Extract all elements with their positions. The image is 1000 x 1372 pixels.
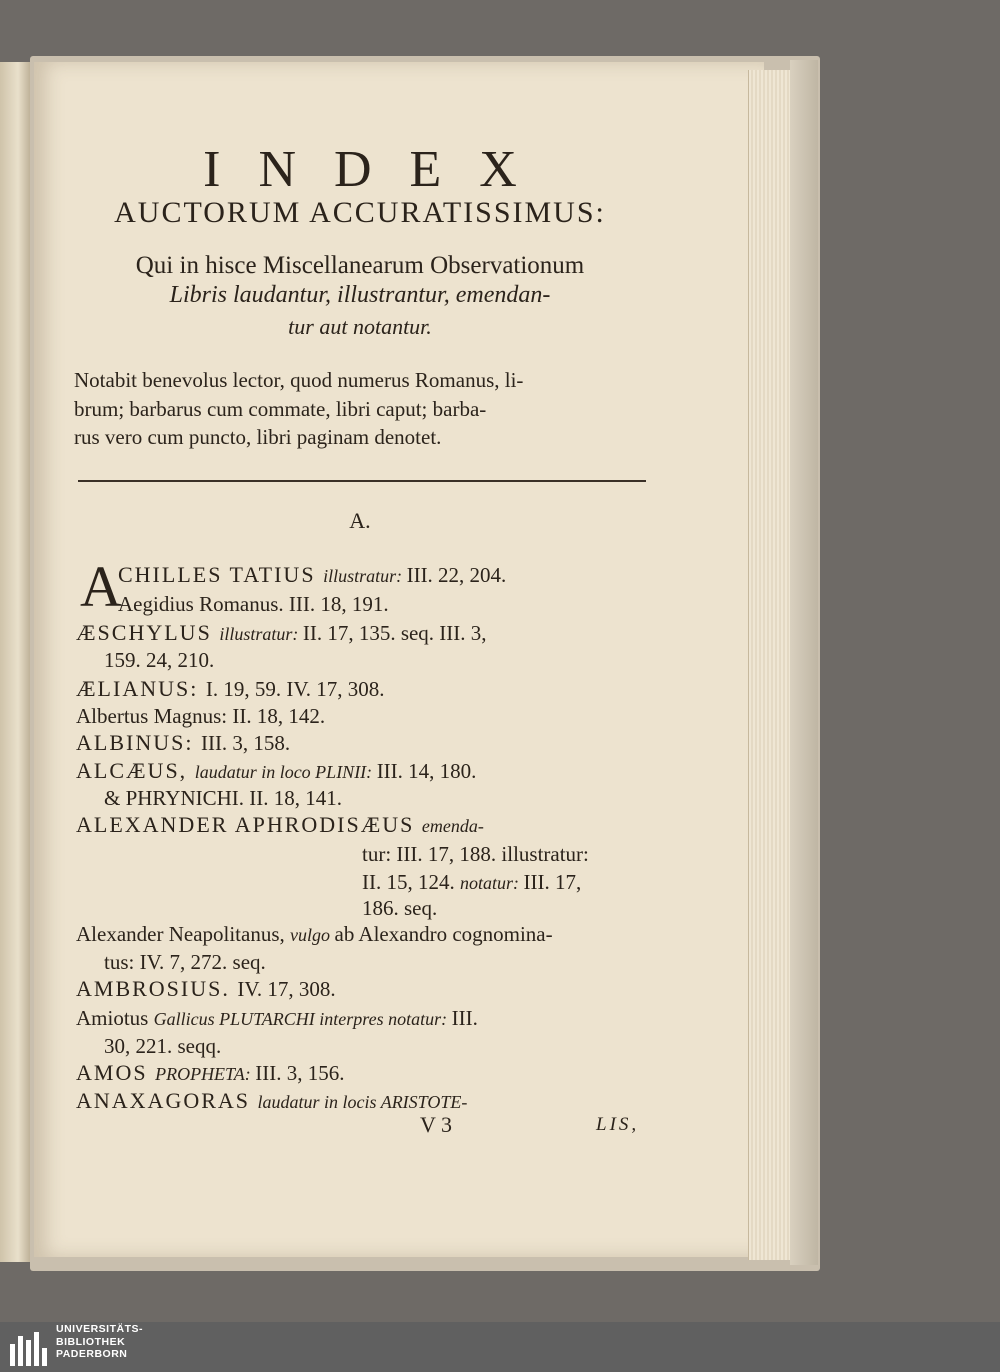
page-signature: V 3 bbox=[420, 1112, 452, 1137]
index-entry bbox=[76, 620, 487, 646]
index-title: INDEX bbox=[203, 141, 555, 198]
index-entry bbox=[104, 1034, 221, 1059]
horizontal-rule bbox=[78, 480, 646, 482]
entry-reference: II. 17, 135. seq. III. 3, bbox=[302, 621, 487, 645]
entry-reference: IV. 7, 272. seq. bbox=[139, 950, 266, 974]
index-entry bbox=[76, 922, 553, 947]
index-entry bbox=[362, 842, 589, 867]
entry-reference: III. 17, 188. illustratur: bbox=[396, 842, 589, 866]
index-entry bbox=[118, 592, 389, 617]
index-entry bbox=[104, 648, 214, 673]
index-entry bbox=[104, 950, 266, 975]
description-line-2: Libris laudantur, illustrantur, emendan- bbox=[169, 282, 551, 308]
entry-annotation: notatur: bbox=[460, 873, 524, 893]
page-stack bbox=[748, 70, 793, 1260]
entry-name: 30, 221. seqq. bbox=[104, 1034, 222, 1058]
entry-name: Aegidius Romanus. bbox=[118, 592, 289, 616]
entry-name: Alexander Neapolitanus, bbox=[76, 922, 291, 946]
entry-reference: III. bbox=[451, 1006, 478, 1030]
entry-name: tur: bbox=[362, 842, 397, 866]
note-line-3: rus vero cum puncto, libri paginam denotet. bbox=[74, 425, 442, 449]
entry-name: CHILLES TATIUS bbox=[118, 562, 324, 587]
index-entry bbox=[76, 758, 476, 784]
entry-annotation: emenda- bbox=[421, 816, 484, 836]
index-entry bbox=[104, 786, 342, 811]
logo-line-3: PADERBORN bbox=[56, 1348, 128, 1360]
index-entry bbox=[76, 1006, 478, 1031]
catchword: LIS, bbox=[596, 1114, 640, 1135]
entry-reference: III. 3, 156. bbox=[255, 1061, 345, 1085]
entry-reference: III. 22, 204. bbox=[406, 563, 507, 587]
entry-reference: II. 18, 142. bbox=[232, 704, 326, 728]
entry-name: & PHRYNICHI. bbox=[104, 786, 250, 810]
index-entry bbox=[76, 704, 325, 729]
entry-name: 186. seq. bbox=[362, 896, 438, 920]
entry-name: ALCÆUS, bbox=[76, 758, 195, 783]
entry-reference: III. 14, 180. bbox=[376, 759, 477, 783]
note-line-2: brum; barbarus cum commate, libri caput; barba- bbox=[74, 397, 487, 421]
note-line-1: Notabit benevolus lector, quod numerus Romanus, li- bbox=[74, 368, 524, 392]
entry-name: AMBROSIUS. bbox=[76, 976, 238, 1001]
entry-reference: III. 17, bbox=[523, 870, 582, 894]
index-entry bbox=[76, 1060, 344, 1086]
entry-annotation: PROPHETA: bbox=[155, 1064, 256, 1084]
index-entry bbox=[362, 870, 581, 895]
entry-annotation: laudatur in locis ARISTOTE- bbox=[257, 1092, 468, 1112]
index-entry bbox=[76, 976, 336, 1002]
description-line-1: Qui in hisce Miscellanearum Observationum bbox=[135, 252, 585, 279]
entry-reference: III. 18, 191. bbox=[288, 592, 389, 616]
entry-reference: III. 3, 158. bbox=[200, 731, 291, 755]
entry-name: AMOS bbox=[76, 1060, 156, 1085]
entry-name: ALBINUS: bbox=[76, 730, 201, 755]
entry-name: II. 15, 124. bbox=[362, 870, 460, 894]
entry-name: 159. 24, 210. bbox=[104, 648, 215, 672]
index-entry bbox=[76, 812, 484, 838]
section-letter: A. bbox=[349, 508, 371, 533]
entry-annotation: illustratur: bbox=[219, 624, 303, 644]
entry-annotation: vulgo bbox=[290, 925, 335, 945]
entry-name: ÆSCHYLUS bbox=[76, 620, 220, 645]
left-page-edge bbox=[0, 62, 30, 1262]
entry-name: Albertus Magnus: bbox=[76, 704, 233, 728]
index-entry bbox=[76, 676, 385, 702]
drop-capital: A bbox=[80, 554, 122, 619]
index-entry bbox=[76, 1088, 467, 1114]
entry-name: ÆLIANUS: bbox=[76, 676, 206, 701]
entry-reference: I. 19, 59. IV. 17, 308. bbox=[205, 677, 385, 701]
entry-name: tus: bbox=[104, 950, 140, 974]
index-entry bbox=[362, 896, 437, 921]
entry-name: ANAXAGORAS bbox=[76, 1088, 258, 1113]
entry-reference: II. 18, 141. bbox=[249, 786, 343, 810]
library-logo-icon bbox=[10, 1330, 50, 1366]
entry-annotation: laudatur in loco PLINII: bbox=[194, 762, 377, 782]
description-line-3: tur aut notantur. bbox=[288, 314, 432, 339]
entry-annotation: Gallicus PLUTARCHI interpres notatur: bbox=[153, 1009, 452, 1029]
library-logo-text bbox=[56, 1323, 143, 1361]
entry-name: Amiotus bbox=[76, 1006, 154, 1030]
index-entry bbox=[76, 730, 290, 756]
index-entry bbox=[118, 562, 506, 588]
entry-name: ALEXANDER APHRODISÆUS bbox=[76, 812, 422, 837]
entry-reference: IV. 17, 308. bbox=[237, 977, 336, 1001]
entry-reference: ab Alexandro cognomina- bbox=[334, 922, 553, 946]
logo-line-2: BIBLIOTHEK bbox=[56, 1335, 126, 1348]
library-footer-bar bbox=[0, 1322, 1000, 1372]
board-edge bbox=[790, 60, 818, 1265]
index-subtitle: AUCTORUM ACCURATISSIMUS: bbox=[114, 196, 606, 229]
entry-annotation: illustratur: bbox=[323, 566, 407, 586]
logo-line-1: UNIVERSITÄTS- bbox=[56, 1323, 144, 1335]
